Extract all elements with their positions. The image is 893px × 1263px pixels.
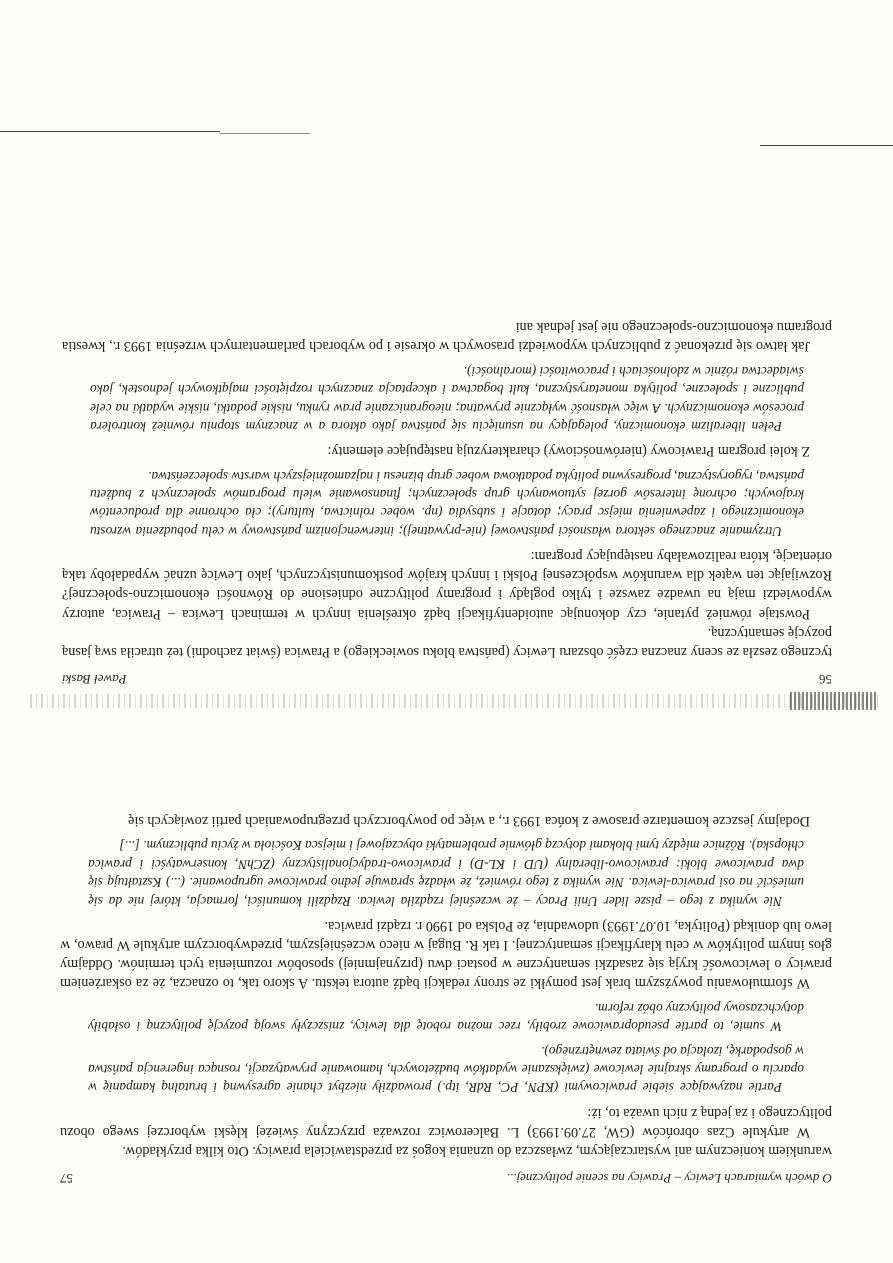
running-author: Paweł Baski bbox=[62, 672, 127, 687]
page-57 bbox=[60, 716, 832, 1186]
paragraph: W sformułowaniu powyższym brak jest pomyłki ze strony redakcji bądź autora tekstu. A skoro tak, to oznacza, że za oskarżeniem prawicy o lewicowość kryją się zasadzki semantyczne w postaci dwu (przynajmniej) sposobów rozumienia tych terminów. Oddajmy głos innym polityków w celu klaryfikacji semantycznej. I tak R. Bugaj w nieco wcześniejszym, przedwyborczym artykule W prawo, w lewo lub donikąd (Polityka, 10.07.1993) udowadnia, że Polska od 1990 r. rządzi prawica. bbox=[60, 917, 832, 992]
block-quote: Partie nazywające siebie prawicowymi (KPN, PC, RdR, itp.) prowadziły niezbyt chanie agresywną i brutalną kampanię w oparciu o programy skrajnie lewicowe (zwiększanie wydatków budżetowych, hamowanie prywatyzacji, rosnąca ingerencja państwa w gospodarkę, izolacja od świata zewnętrznego). bbox=[88, 1043, 804, 1096]
running-header bbox=[62, 671, 832, 687]
paragraph: Z kolei program Prawicowy (nierównościowy) charakteryzują następujące elementy: bbox=[327, 443, 810, 460]
page-body bbox=[62, 317, 832, 661]
running-header bbox=[60, 1170, 832, 1186]
scan-edge-line bbox=[0, 131, 220, 132]
paragraph: W artykule Czas obrońców (GW, 27.09.1993) L. Balcerowicz rozważa przyczyny świeżej klęski wyborczej swego obozu politycznego i za jedną z nich uważa to, iż: bbox=[60, 1104, 832, 1140]
paragraph: Jak łatwo się przekonać z publicznych wypowiedzi prasowych w okresie i po wyborach parlamentarnych września 1993 r., kwestia programu ekonomiczno-społecznego nie jest jednak ani bbox=[62, 319, 832, 355]
paragraph: warunkiem koniecznym ani wystarczającym, zwłaszcza do uznania kogoś za przedstawiciela prawicy. Oto kilka przykładów. bbox=[122, 1143, 832, 1159]
scan-edge-line bbox=[220, 133, 310, 134]
paragraph: tycznego zeszła ze sceny znaczna część obszaru Lewicy (państwa bloku sowieckiego) a Prawica (świat zachodni) też utraciła swą jasną pozycję semantyczną. bbox=[62, 624, 832, 660]
block-quote: Nie wynika z tego – pisze lider Unii Pracy – że wcześniej rządziła lewica. Rządzili komuniści, formacja, której nie da się umieścić na osi prawica-lewica. Nie wynika z tego również, że władzę sprawuje jedno prawicowe ugrupowanie. (...) Kształtują się dwa prawicowe bloki: prawicowo-liberalny (UD i KL-D) i prawicowo-tradycjonalistyczny (ZChN, konserwatyści i prawica chłopska). Różnice między tymi blokami dotyczą głównie problematyki obyczajowej i miejsca Kościoła w życiu publicznym. [...] bbox=[88, 838, 804, 909]
block-quote: Utrzymanie znacznego sektora własności państwowej (nie-prywatnej); interwencjonizm państwowy w celu pobudzenia wzrostu ekonomicznego i zapewnienia miejsc pracy; dotacje i subsydia (np. wobec rolnictwa, kultury); cła ochronne dla producentów krajowych; ochronę interesów gorzej sytuowanych grup społecznych; finansowanie wielu programów społecznych z budżetu państwa, rygorystyczna, progresywna polityka podatkowa wobec grup biznesu i najzamożniejszych warstw społeczeństwa. bbox=[90, 468, 804, 539]
page-number: 56 bbox=[819, 672, 832, 687]
book-gutter-shadow bbox=[790, 692, 878, 710]
scan-edge-line bbox=[760, 145, 893, 146]
page-body bbox=[60, 811, 832, 1160]
paragraph: Dodajmy jeszcze komentarze prasowe z końca 1993 r., a więc po powyborczych przegrupowaniach partii zowiących się bbox=[128, 812, 810, 829]
block-quote: Pełen liberalizm ekonomiczny, polegający na usunięciu się państwa jako aktora a w znacznym stopniu również kontrolera procesów ekonomicznych. A więc własność wyłącznie prywatna; nieograniczanie praw rynku, niskie podatki, niskie wydatki na cele publiczne i społeczne, polityka monetarystyczna, kult bogactwa i akceptacja znacznych rozpiętości majątkowych jednostek, jako świadectwa różnic w zdolnościach i pracowitości (moralności). bbox=[90, 363, 804, 434]
running-title: O dwóch wymiarach Lewicy – Prawicy na scenie politycznej... bbox=[506, 1171, 832, 1186]
paragraph: Powstaje również pytanie, czy dokonując autoidentyfikacji bądź określenia innych w terminach Lewica – Prawica, autorzy wypowiedzi mają na uwadze zawsze i tylko poglądy i programy polityczne odniesione do Równości ekonomiczno-społecznej? Rozwijając ten wątek dla warunków współczesnej Polski i innych krajów postkomunistycznych, jako Lewicę uznać wypadałoby taką orientację, która realizowałaby następujący program: bbox=[62, 547, 832, 622]
page-number: 57 bbox=[60, 1171, 73, 1186]
page-56 bbox=[62, 222, 832, 687]
book-gutter bbox=[30, 694, 878, 708]
block-quote: W sumie, to partie pseudoprawicowe zrobiły, rzec można robotę dla lewicy, zniszczyły swoją pozycję polityczną i osłabiły dotychczasowy polityczny obóz reform. bbox=[88, 1000, 804, 1035]
